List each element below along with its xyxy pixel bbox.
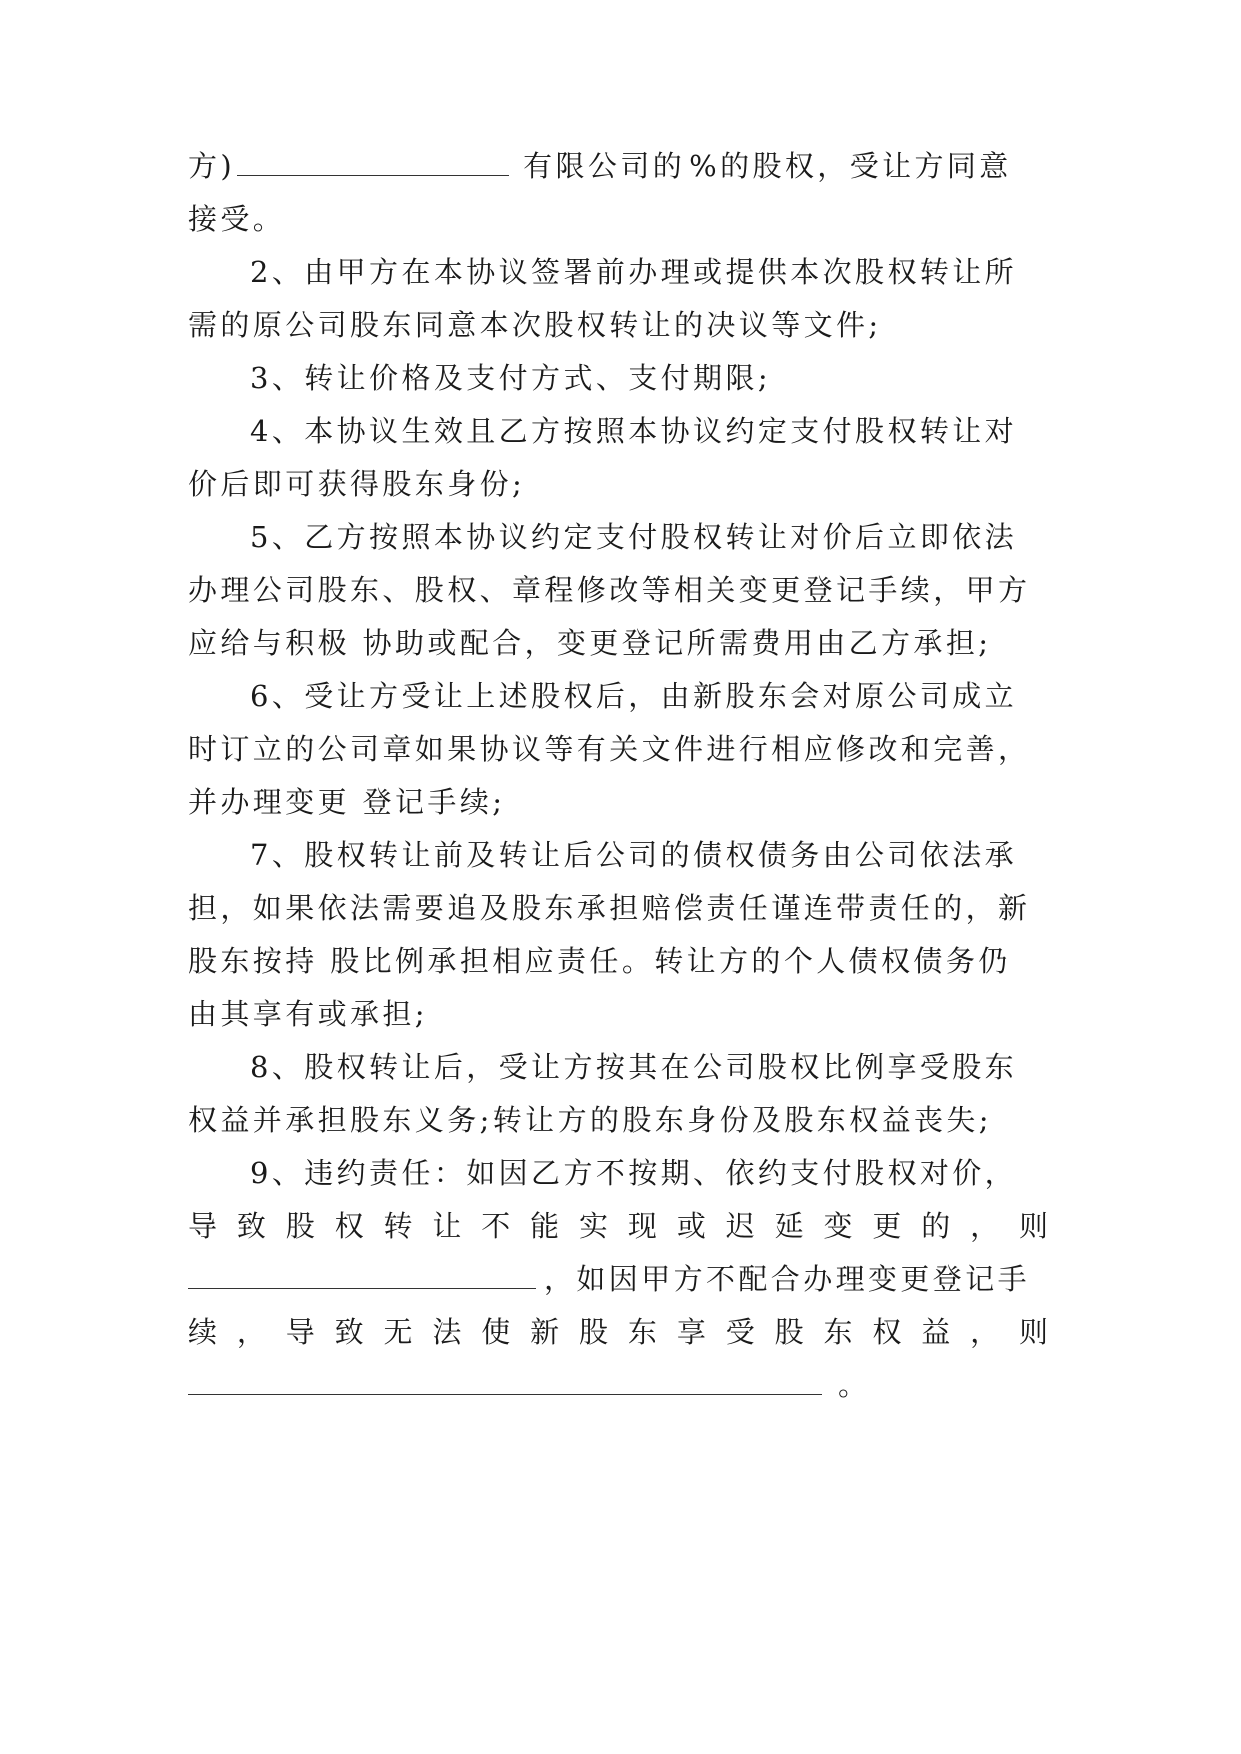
clause-9-line-3-text: ，如因甲方不配合办理变更登记手 — [544, 1262, 1031, 1296]
clause-6-line-2: 时订立的公司章如果协议等有关文件进行相应修改和完善， — [188, 732, 1031, 766]
clause-5-line-3: 应给与积极 协助或配合，变更登记所需费用由乙方承担; — [188, 626, 992, 660]
clause-5-line-2: 办理公司股东、股权、章程修改等相关变更登记手续，甲方 — [188, 573, 1031, 607]
clause-9-line-3 — [188, 1259, 1048, 1299]
clause-6-line-1: 6、受让方受让上述股权后，由新股东会对原公司成立 — [250, 679, 1018, 713]
clause-8-line-2: 权益并承担股东义务;转让方的股东身份及股东权益丧失; — [188, 1103, 992, 1137]
fill-in-blank-penalty-buyer[interactable] — [188, 1262, 536, 1289]
clause-9-line-2: 导致股权转让不能实现或迟延变更的，则 — [188, 1209, 1048, 1243]
line-1-part-c: %的股权，受让方同意 — [689, 149, 1012, 183]
clause-7-line-1: 7、股权转让前及转让后公司的债权债务由公司依法承 — [250, 838, 1018, 872]
clause-7-line-3: 股东按持 股比例承担相应责任。转让方的个人债权债务仍 — [188, 944, 1011, 978]
clause-7-line-4: 由其享有或承担; — [188, 997, 428, 1031]
fill-in-blank-penalty-seller[interactable] — [188, 1368, 822, 1395]
text-line-1 — [188, 146, 1048, 186]
clause-4-line-1: 4、本协议生效且乙方按照本协议约定支付股权转让对 — [250, 414, 1018, 448]
clause-2-line-1: 2、由甲方在本协议签署前办理或提供本次股权转让所 — [250, 255, 1018, 289]
clause-6-line-3: 并办理变更 登记手续; — [188, 785, 506, 819]
clause-2-line-2: 需的原公司股东同意本次股权转让的决议等文件; — [188, 308, 882, 342]
clause-4-line-2: 价后即可获得股东身份; — [188, 467, 526, 501]
text-line-2: 接受。 — [188, 202, 286, 236]
line-1-part-a: 方) — [188, 149, 236, 183]
clause-9-line-5 — [188, 1365, 1048, 1405]
clause-8-line-1: 8、股权转让后，受让方按其在公司股权比例享受股东 — [250, 1050, 1018, 1084]
line-1-part-b: 有限公司的 — [523, 149, 686, 183]
clause-9-line-5-text: 。 — [838, 1368, 871, 1402]
clause-9-line-4: 续，导致无法使新股东享受股东权益，则 — [188, 1315, 1048, 1349]
clause-9-line-1: 9、违约责任：如因乙方不按期、依约支付股权对价， — [250, 1156, 1018, 1190]
clause-3-line-1: 3、转让价格及支付方式、支付期限; — [250, 361, 772, 395]
fill-in-blank-company[interactable] — [237, 149, 509, 176]
clause-5-line-1: 5、乙方按照本协议约定支付股权转让对价后立即依法 — [250, 520, 1018, 554]
clause-7-line-2: 担，如果依法需要追及股东承担赔偿责任谨连带责任的，新 — [188, 891, 1031, 925]
